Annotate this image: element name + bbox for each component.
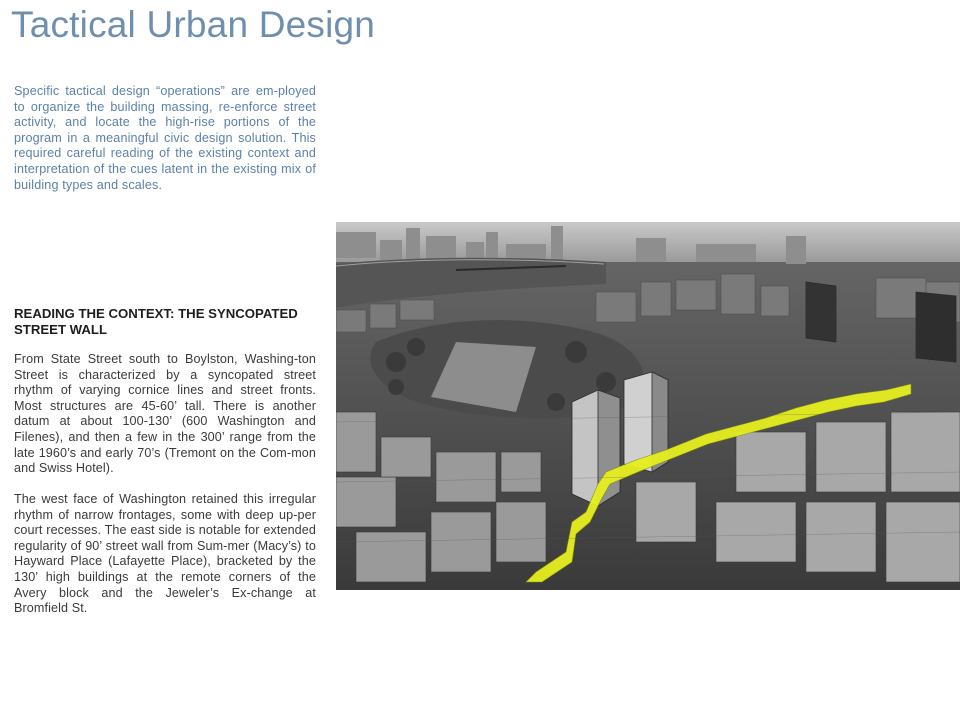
section-heading: READING THE CONTEXT: THE SYNCOPATED STREET WALL — [14, 306, 298, 337]
intro-text: Specific tactical design “operations” are em-ployed to organize the building massing, re-enforce street activity, and locate the high-rise portions of the program in a meaningful civic design solution. This required careful reading of the existing context and interpretation of the cues latent in the existing mix of building types and scales. — [14, 84, 316, 192]
aerial-city-photo — [336, 222, 960, 590]
page-title: Tactical Urban Design — [11, 4, 376, 45]
body-paragraph-1: From State Street south to Boylston, Washing-ton Street is characterized by a syncopated street rhythm of varying cornice lines and street fronts. Most structures are 45-60’ tall. There is another datum at about 100-130’ (600 Washington and Filenes), and then a few in the 300’ range from the late 1960’s and early 70’s (Tremont on the Com-mon and Swiss Hotel). — [14, 352, 316, 476]
body-paragraph-2: The west face of Washington retained this irregular rhythm of narrow frontages, some with deep up-per court recesses. The east side is notable for extended regularity of 90’ street wall from Sum-mer (Macy’s) to Hayward Place (Lafayette Place), bracketed by the 130’ high buildings at the remote corners of the Avery block and the Jeweler’s Ex-change at Bromfield St. — [14, 492, 316, 616]
